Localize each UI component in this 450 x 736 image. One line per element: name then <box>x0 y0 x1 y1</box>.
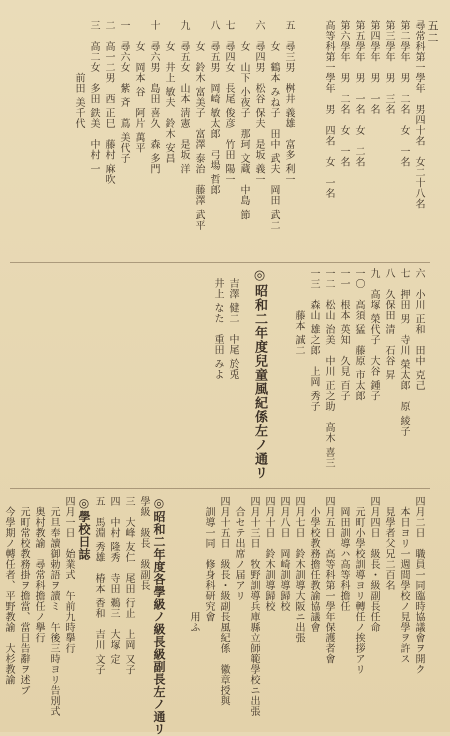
class-leader-line: 三 大峰 友仁 尾田 行止 上岡 又子 <box>123 496 134 676</box>
enrollment-line: 尋常科第一學年 男四十名 女二十八名 <box>413 20 424 209</box>
diary-line: 奥村教諭 尋常科擔任ノ擧行 <box>33 496 44 643</box>
enrollment-line: 第三學年 男 三名 <box>383 20 394 115</box>
student-line: 七 押田 男 寺川 榮太郎 原 綾子 <box>398 268 409 437</box>
heading-class-leaders-inline: ◎昭和二年度各學級ノ級長級副長左ノ通リ <box>152 496 166 736</box>
enrollment-line: 第五學年 男 一名 女 二名 <box>353 20 364 167</box>
diary-line: 四月七日 鈴木訓導大阪ニ出張 <box>293 496 304 643</box>
student-line: 六 小川 正和 田中 克己 <box>413 268 424 391</box>
student-line: 九 高塚 榮代子 大谷 鍾子 <box>368 268 379 402</box>
diary-line: 元旦奉讀御勅語ヲ讀ミ 午後三時ヨリ告別式 <box>48 496 59 717</box>
heading-student-discipline: ◎昭和二年度兒童風紀係左ノ通リ <box>252 268 267 480</box>
diary-line: 合セテ出席ノ届アリ <box>233 496 244 601</box>
class-officers-list-upper <box>16 20 296 255</box>
diary-line: 用ふ <box>188 496 199 633</box>
diary-line: 四月四日 級長・級副長任命 <box>368 496 379 633</box>
enrollment-line: 高等科第一學年 男 四名 女 一名 <box>323 20 334 199</box>
page-number: 五二 <box>426 20 439 44</box>
officer-line: 前田 美千代 <box>73 20 84 129</box>
discipline-line: 井上 なた 重田 みよ <box>212 278 223 380</box>
diary-line: 四月十日 鈴木訓導歸校 <box>263 496 274 612</box>
enrollment-line: 第六學年 男 二名 女 一名 <box>338 20 349 167</box>
student-line: 一一 根本 英知 久見 百子 <box>338 268 349 402</box>
diary-line: 四月十三日 牧野訓導兵庫縣立師範學校ニ出張 <box>248 496 259 717</box>
officer-line: 九 尋五女 山本 淸憲 是坂 洋 <box>178 20 189 175</box>
school-diary-entries-left <box>3 496 166 736</box>
student-list-middle <box>276 268 426 483</box>
officer-line: 七 尋四女 長尾 俊彦 竹田 陽一 <box>223 20 234 185</box>
diary-line: 四月八日 岡崎訓導歸校 <box>278 496 289 612</box>
student-line: 一三 森山 雄之郎 上岡 秀子 <box>308 268 319 412</box>
diary-line: 小學校教務擔任教諭協議會 <box>308 496 319 633</box>
officer-line: 女 鶴本 みね子 田中 武夫 岡田 武二 <box>268 20 279 231</box>
diary-line: 見學者父兄二百名 <box>383 496 394 591</box>
student-discipline-list <box>200 278 240 478</box>
officer-line: 女 鈴木 富美子 富澤 泰治 藤澤 武平 <box>193 20 204 231</box>
heading-school-diary-inline: ◎學校日誌 <box>77 496 91 561</box>
band-divider-2 <box>10 488 430 489</box>
officer-line: 女 岡本 谷 阿片 萬平 <box>133 20 144 154</box>
diary-line: 四月十五日 級長・級副長風紀係 徽章授與 <box>218 496 229 706</box>
diary-line: 元町小學校訓導ヨリ轉任ノ挨拶アリ <box>353 496 364 675</box>
student-line: 八 久保田 清 石谷 昇 <box>383 268 394 381</box>
diary-line: 四月二日 職員一同臨時協議會ヲ開ク <box>413 496 424 675</box>
officer-line: 五 尋三男 桝井 義雄 富多 利一 <box>283 20 294 185</box>
officer-line: 三 高二女 多田 鉄美 中村 一 <box>88 20 99 175</box>
discipline-line: 吉澤 健二 中尾 於兎 <box>227 278 238 380</box>
diary-line: 岡田訓導ハ高等科擔任 <box>338 496 349 612</box>
school-diary-entries-right <box>176 496 426 718</box>
officer-line: 六 尋四男 松谷 保夫 是坂 義一 <box>253 20 264 185</box>
class-leader-line: 五 馬淵 秀雄 椿本 香和 吉川 文子 <box>93 496 104 676</box>
student-line: 一二 松山 治美 中川 正之助 高木 喜三 <box>323 268 334 469</box>
officer-line: 女 山下 小夜子 那珂 文蔵 中島 節 <box>238 20 249 221</box>
enrollment-line: 第四學年 男 一名 <box>368 20 379 115</box>
class-leader-line: 學級 級長 級副長 <box>138 496 149 591</box>
class-enrollment-list <box>311 20 426 255</box>
officer-line: 女 井上 敏夫 鈴木 安昌 <box>163 20 174 164</box>
officer-line: 一 尋六女 紫 斉 蔦 美代子 <box>118 20 129 164</box>
diary-line: 今學期ノ轉任者、平野教諭 大杉教諭 <box>3 496 14 685</box>
diary-line: 本日ヨリ一週間學校ノ見學ヲ許ス <box>398 496 409 664</box>
student-line: 藤本 誠二 <box>293 268 304 356</box>
diary-line: 四月五日 高等科第一學年保護者會 <box>323 496 334 664</box>
diary-line: 元町常校教務掛ヲ擔當、當日告辭ヲ述ブ <box>18 496 29 696</box>
band-divider-1 <box>10 262 430 263</box>
class-leader-line: 四 中村 隆秀 寺田 鵜三 大塚 定 <box>108 496 119 665</box>
student-line: 一〇 高須 猛 藤原 市太郎 <box>353 268 364 402</box>
officer-line: 八 尋五男 岡崎 敏太郎 弓場 哲郎 <box>208 20 219 196</box>
officer-line: 十 尋六男 島田 喜久 森 多門 <box>148 20 159 175</box>
diary-line: 訓導一同 修身科研究會 <box>203 496 214 622</box>
diary-line: 四月一日 始業式 午前九時擧行 <box>63 496 74 654</box>
officer-line: 二 高一二男 西 正巳 藤村 麻吹 <box>103 20 114 185</box>
enrollment-line: 第二學年 男 二名 女 一名 <box>398 20 409 167</box>
